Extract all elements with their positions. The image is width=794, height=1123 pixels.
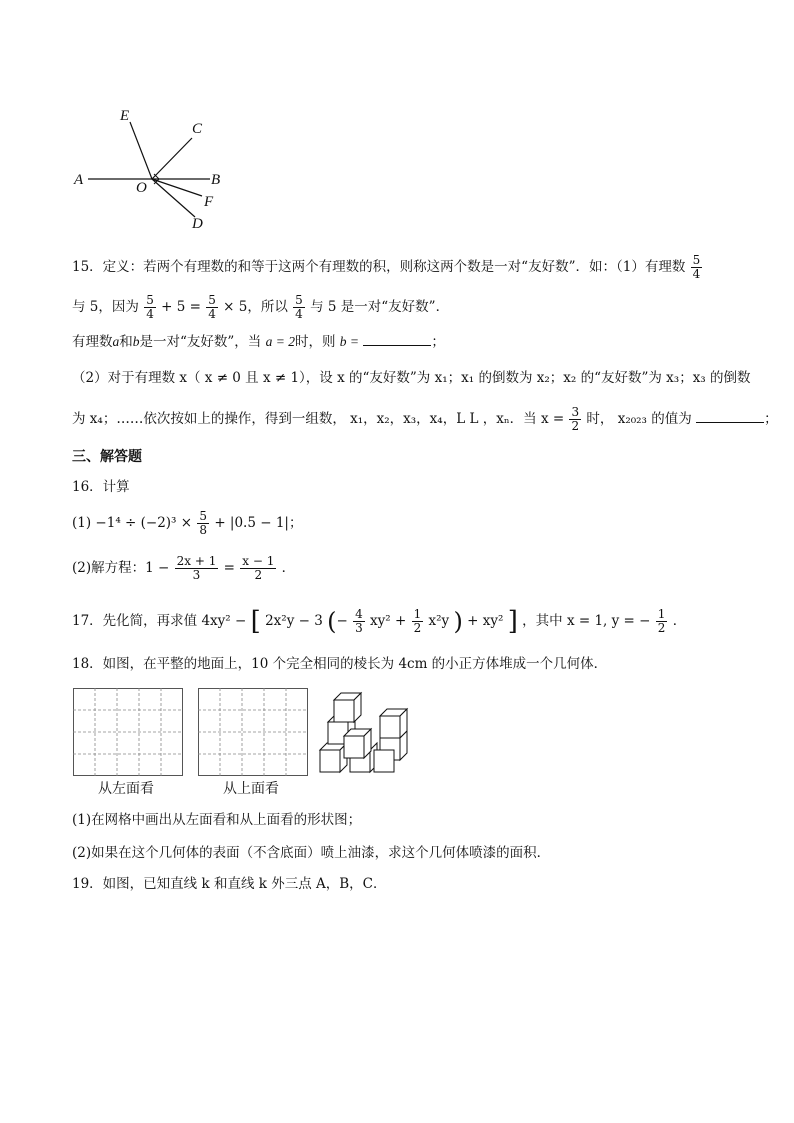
fraction-eq-right [240,555,276,582]
label-e: E [120,108,130,124]
q15-text3c: 是一对“友好数”，当 [139,334,262,350]
caption-left-view: 从左面看 [98,781,154,797]
frac-num: 4 [355,607,363,621]
frac-den: 4 [295,307,303,321]
frac-den: 3 [192,568,201,582]
section-heading: 三、解答题 [72,449,142,465]
q17-text-a: 17．先化简，再求值 4xy² − [72,613,247,629]
q15-text3a: 有理数 [72,334,113,350]
paren-open: ( [327,607,337,636]
q17-expr-c: x²y [428,613,450,629]
fraction-eq-left [175,555,219,582]
q15-text4: （2）对于有理数 x（ x ≠ 0 且 x ≠ 1），设 x 的“友好数”为 x₁；x₁ 的倒数为 x₂；x₂ 的“友好数”为 x₃；x₃ 的倒数 [72,370,751,386]
frac-den: 2 [657,621,666,635]
frac-num: 5 [692,253,701,267]
q15-line3 [72,332,445,352]
fraction-4-3 [353,608,365,635]
q16-p1-end: + |0.5 − 1|； [214,515,303,531]
bracket-close: ] [507,606,518,637]
q15-text2d: 与 5 是一对“友好数”． [310,299,450,315]
var-b: b [132,334,140,349]
frac-num: 3 [571,405,580,419]
q18-text: 18．如图，在平整的地面上，10 个完全相同的棱长为 4cm 的小正方体堆成一个几何体． [72,656,608,672]
q18-part1: (1)在网格中画出从左面看和从上面看的形状图； [72,812,362,828]
q16-part1 [72,510,302,537]
fraction-5-4-d [293,294,305,321]
q17-expr-b: xy² + [370,613,407,629]
fraction-3-2 [569,406,581,433]
paren-close: ) [453,607,463,636]
ray-oc [152,138,192,179]
q16-p1-text: (1) −1⁴ ÷ (−2)³ × [72,515,193,531]
answer-blank-1[interactable] [363,333,431,346]
q15-text2b: + 5 = [161,299,201,315]
q15-text3b: 和 [119,334,133,350]
label-b: B [211,172,221,188]
q17-text-end: ． [672,613,687,629]
q15-line4 [72,368,751,388]
frac-den: 3 [355,621,363,635]
fraction-5-8 [197,510,209,537]
fraction-5-4 [691,254,703,281]
semicolon: ； [431,334,445,350]
q16-p2-text: (2)解方程：1 − [72,560,170,576]
frac-num: 5 [295,293,303,307]
frac-den: 2 [413,621,422,635]
q15-text3e: 时，则 [294,334,336,350]
q17-line: 17．先化简，再求值 4xy² − [ 2x²y − 3 (− $\frac{4}{3}$ xy² + $\frac{1}{2}$ x²y ) + xy² ] ，其中 x = 1, y = − $\frac{1}{2}$ ． [72,606,687,637]
grid-top-view[interactable] [198,688,308,776]
q15-text2c: × 5，所以 [223,299,288,315]
q15-line1 [72,254,703,281]
label-f: F [204,194,214,210]
q19-text: 19．如图，已知直线 k 和直线 k 外三点 A，B，C． [72,876,387,892]
frac-den: 8 [199,523,208,537]
q15-text5b: 时， x₂₀₂₃ 的值为 [586,411,692,427]
frac-num: 1 [413,607,422,621]
label-a: A [74,172,84,188]
grid-left-view[interactable] [73,688,183,776]
q15-line2 [72,294,449,321]
q17-text-b: ，其中 x = 1, y = − [522,613,651,629]
ray-oe [130,122,152,179]
q16-part2 [72,555,295,582]
q15-text2a: 与 5，因为 [72,299,139,315]
label-c: C [192,121,203,137]
frac-den: 4 [208,307,216,321]
var-a: a [112,334,120,349]
fraction-y [656,608,668,635]
frac-den: 4 [146,307,154,321]
q16-title: 16．计算 [72,479,130,495]
frac-num: x − 1 [242,554,275,568]
fraction-5-4-c [206,294,218,321]
label-o: O [136,180,147,196]
label-d: D [192,216,203,232]
q15-b-eq: b = [339,334,360,349]
q15-cond: a = 2 [265,334,295,349]
q17-expr-d: + xy² [467,613,504,629]
frac-num: 5 [208,293,216,307]
bracket-open: [ [250,606,261,637]
frac-den: 4 [692,267,701,281]
q15-text5a: 为 x₄；……依次按如上的操作，得到一组数， x₁，x₂，x₃，x₄，L L ，xₙ．当 x = [72,411,565,427]
caption-top-view: 从上面看 [223,781,279,797]
q15-line5 [72,406,778,433]
frac-num: 2x + 1 [176,554,217,568]
answer-blank-2[interactable] [696,410,764,423]
ray-of [152,179,202,196]
fraction-5-4-b [144,294,156,321]
frac-num: 1 [657,607,666,621]
frac-num: 5 [146,293,154,307]
fraction-1-2 [412,608,424,635]
equals-sign: = [223,560,235,576]
ray-od [152,179,195,217]
frac-num: 5 [199,509,208,523]
angle-figure [70,100,240,235]
q17-expr-a: 2x²y − 3 [265,613,323,629]
frac-den: 2 [254,568,263,582]
q16-p2-end: ． [281,560,296,576]
frac-den: 2 [571,419,580,433]
semicolon: ； [764,411,778,427]
q15-text1: 15．定义：若两个有理数的和等于这两个有理数的积，则称这两个数是一对“友好数”．如：（1）有理数 [72,259,686,275]
cube-stack-figure [318,686,418,778]
q18-part2: (2)如果在这个几何体的表面（不含底面）喷上油漆，求这个几何体喷漆的面积． [72,845,551,861]
